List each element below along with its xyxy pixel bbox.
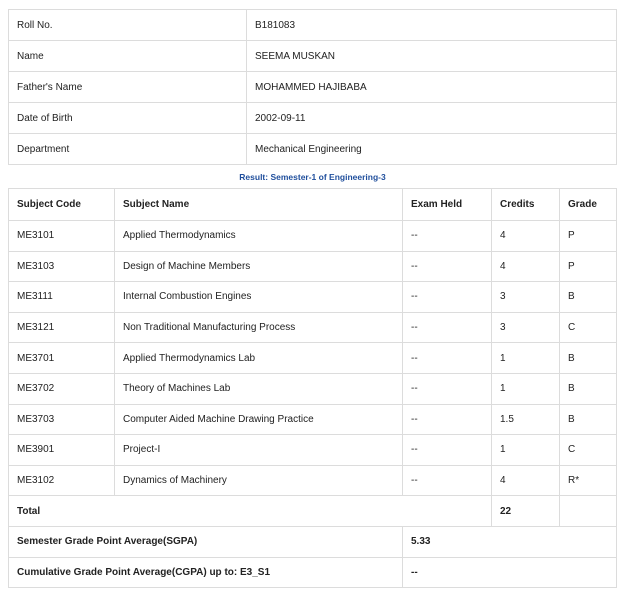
subject-code-cell: ME3901: [9, 435, 115, 466]
exam-held-cell: --: [403, 251, 492, 282]
grade-cell: B: [560, 282, 617, 313]
subject-code-cell: ME3701: [9, 343, 115, 374]
credits-cell: 4: [492, 465, 560, 496]
header-subject-name: Subject Name: [115, 189, 403, 221]
credits-cell: 1: [492, 373, 560, 404]
sgpa-row: [9, 526, 617, 557]
info-row: [9, 103, 617, 134]
result-title: Result: Semester-1 of Engineering-3: [239, 172, 386, 182]
subject-name-cell: Internal Combustion Engines: [115, 282, 403, 313]
credits-cell: 3: [492, 282, 560, 313]
grade-cell: B: [560, 343, 617, 374]
exam-held-cell: --: [403, 312, 492, 343]
credits-cell: 1: [492, 435, 560, 466]
table-row: [9, 251, 617, 282]
info-value: Mechanical Engineering: [247, 134, 617, 165]
header-exam-held: Exam Held: [403, 189, 492, 221]
exam-held-cell: --: [403, 221, 492, 252]
info-value: B181083: [247, 10, 617, 41]
grade-cell: B: [560, 373, 617, 404]
exam-held-cell: --: [403, 282, 492, 313]
info-value: MOHAMMED HAJIBABA: [247, 72, 617, 103]
total-label: Total: [9, 496, 492, 527]
subject-name-cell: Project-I: [115, 435, 403, 466]
header-subject-code: Subject Code: [9, 189, 115, 221]
exam-held-cell: --: [403, 373, 492, 404]
grade-cell: C: [560, 312, 617, 343]
info-label: Date of Birth: [9, 103, 247, 134]
table-row: [9, 373, 617, 404]
info-value: SEEMA MUSKAN: [247, 41, 617, 72]
credits-cell: 1.5: [492, 404, 560, 435]
exam-held-cell: --: [403, 435, 492, 466]
subject-name-cell: Dynamics of Machinery: [115, 465, 403, 496]
credits-cell: 4: [492, 251, 560, 282]
cgpa-row: [9, 557, 617, 588]
table-row: [9, 221, 617, 252]
subject-code-cell: ME3703: [9, 404, 115, 435]
subject-code-cell: ME3121: [9, 312, 115, 343]
credits-cell: 4: [492, 221, 560, 252]
subject-name-cell: Non Traditional Manufacturing Process: [115, 312, 403, 343]
subject-name-cell: Design of Machine Members: [115, 251, 403, 282]
exam-held-cell: --: [403, 465, 492, 496]
table-row: [9, 282, 617, 313]
sgpa-label: Semester Grade Point Average(SGPA): [9, 526, 403, 557]
sgpa-value: 5.33: [403, 526, 617, 557]
grade-cell: R*: [560, 465, 617, 496]
info-row: [9, 72, 617, 103]
grade-cell: P: [560, 251, 617, 282]
student-info-table: [8, 9, 617, 165]
credits-cell: 1: [492, 343, 560, 374]
header-credits: Credits: [492, 189, 560, 221]
total-row: [9, 496, 617, 527]
table-row: [9, 404, 617, 435]
total-grade-empty: [560, 496, 617, 527]
subject-code-cell: ME3101: [9, 221, 115, 252]
results-header-row: [9, 189, 617, 221]
info-label: Name: [9, 41, 247, 72]
total-credits: 22: [492, 496, 560, 527]
table-row: [9, 343, 617, 374]
table-row: [9, 312, 617, 343]
exam-held-cell: --: [403, 343, 492, 374]
cgpa-label: Cumulative Grade Point Average(CGPA) up to: E3_S1: [9, 557, 403, 588]
results-table: [8, 188, 617, 588]
info-row: [9, 134, 617, 165]
table-row: [9, 465, 617, 496]
info-row: [9, 41, 617, 72]
subject-name-cell: Computer Aided Machine Drawing Practice: [115, 404, 403, 435]
table-row: [9, 435, 617, 466]
header-grade: Grade: [560, 189, 617, 221]
info-label: Father's Name: [9, 72, 247, 103]
grade-cell: C: [560, 435, 617, 466]
subject-name-cell: Theory of Machines Lab: [115, 373, 403, 404]
cgpa-value: --: [403, 557, 617, 588]
credits-cell: 3: [492, 312, 560, 343]
subject-name-cell: Applied Thermodynamics Lab: [115, 343, 403, 374]
subject-code-cell: ME3102: [9, 465, 115, 496]
grade-cell: P: [560, 221, 617, 252]
subject-name-cell: Applied Thermodynamics: [115, 221, 403, 252]
subject-code-cell: ME3702: [9, 373, 115, 404]
exam-held-cell: --: [403, 404, 492, 435]
info-row: [9, 10, 617, 41]
info-label: Roll No.: [9, 10, 247, 41]
subject-code-cell: ME3111: [9, 282, 115, 313]
grade-cell: B: [560, 404, 617, 435]
subject-code-cell: ME3103: [9, 251, 115, 282]
info-value: 2002-09-11: [247, 103, 617, 134]
info-label: Department: [9, 134, 247, 165]
